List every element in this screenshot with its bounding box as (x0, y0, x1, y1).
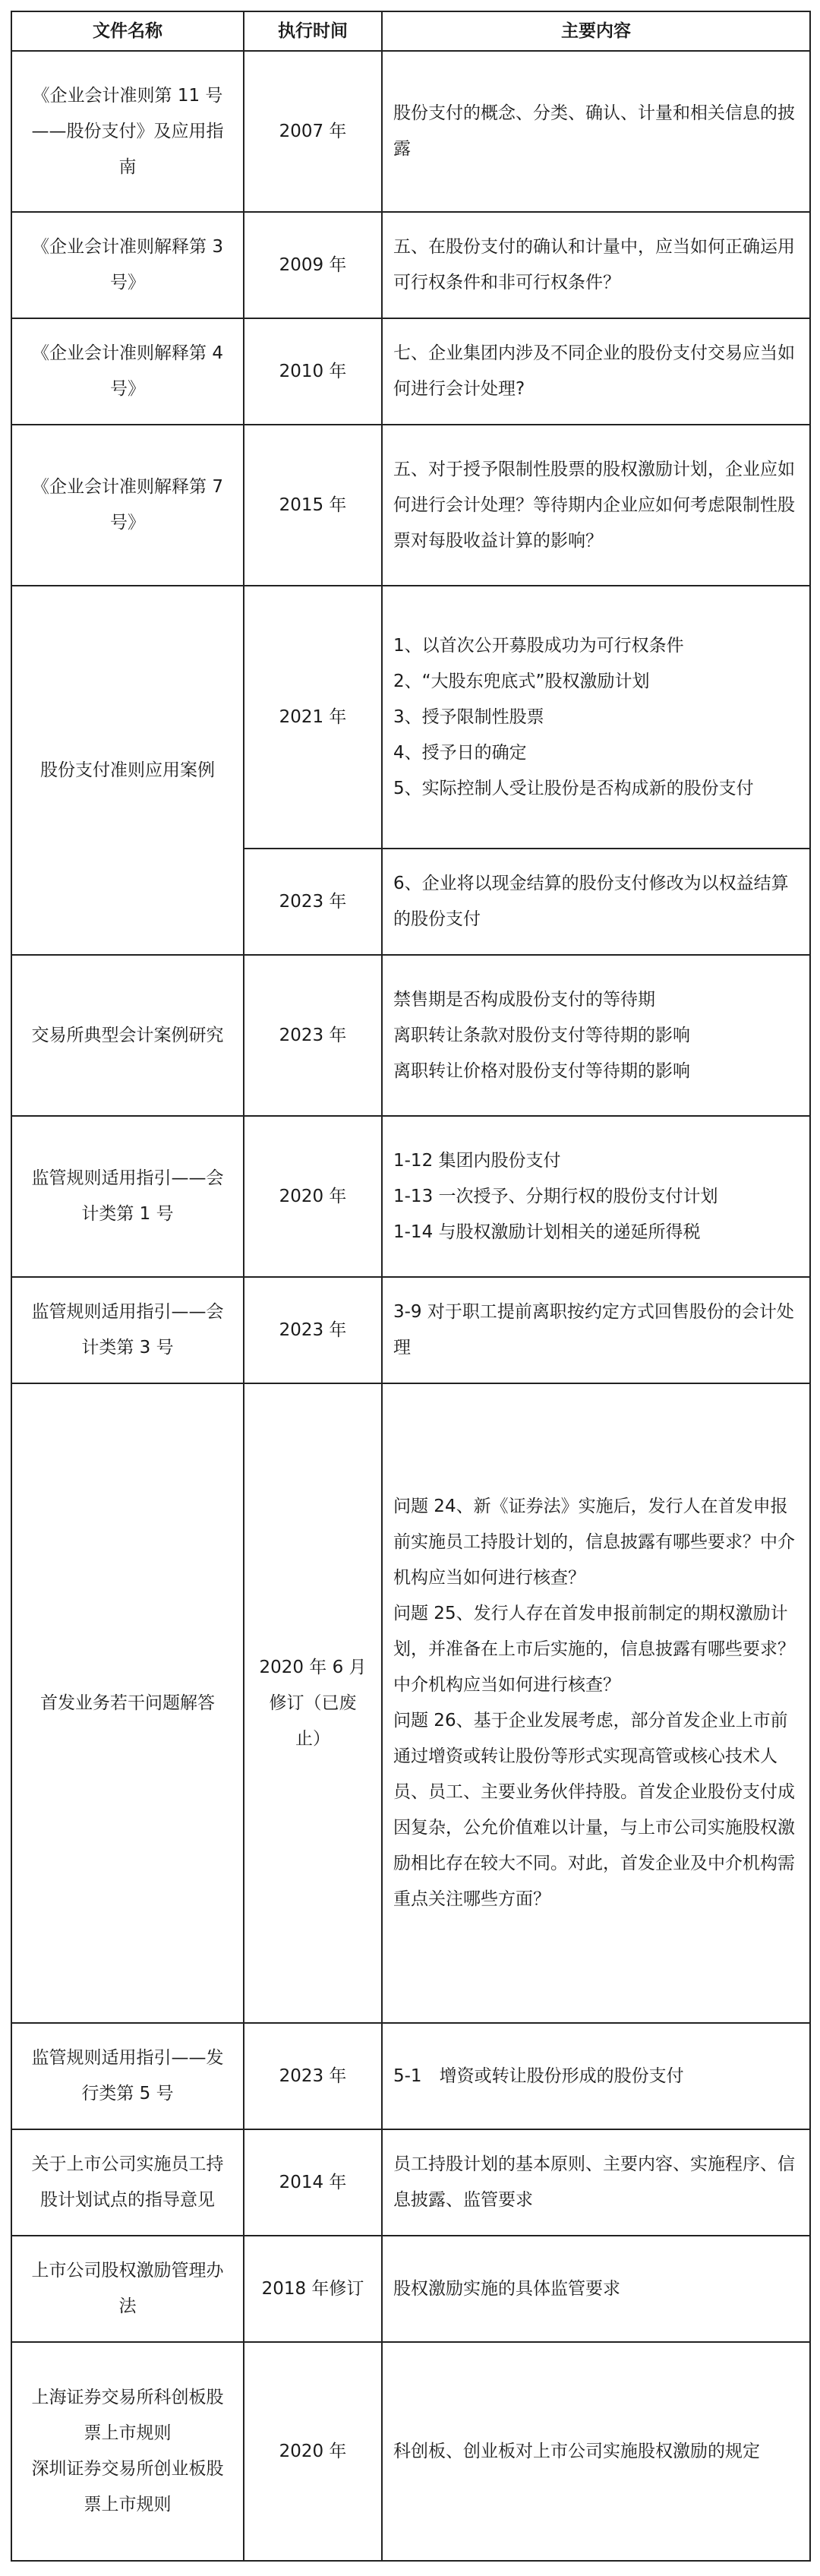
time-cell: 2009 年 (244, 212, 382, 318)
content-cell (382, 2236, 810, 2342)
table-row (11, 318, 810, 425)
file-name-cell: 《企业会计准则解释第 7 号》 (11, 425, 244, 586)
table-row (11, 212, 810, 318)
table-header-row (11, 11, 810, 51)
content-line: 股权激励实施的具体监管要求 (393, 2278, 620, 2299)
file-name-cell: 交易所典型会计案例研究 (11, 955, 244, 1116)
table-row (11, 1383, 810, 2023)
content-line: 科创板、创业板对上市公司实施股权激励的规定 (393, 2441, 760, 2461)
header-main-content: 主要内容 (382, 11, 810, 51)
time-cell: 2023 年 (244, 955, 382, 1116)
regulation-table (11, 11, 811, 2562)
table-row (11, 955, 810, 1116)
content-line: 4、授予日的确定 (393, 742, 527, 763)
content-line: 问题 25、发行人存在首发申报前制定的期权激励计划，并准备在上市后实施的，信息披露有哪些要求？中介机构应当如何进行核查？ (393, 1604, 795, 1695)
content-cell (382, 1116, 810, 1277)
time-cell: 2020 年 (244, 2342, 382, 2561)
content-line: 离职转让条款对股份支付等待期的影响 (393, 1025, 690, 1045)
content-line: 5-1 增资或转让股份形成的股份支付 (393, 2066, 684, 2086)
content-cell (382, 2129, 810, 2236)
header-file-name: 文件名称 (11, 11, 244, 51)
content-cell (382, 586, 810, 849)
content-cell (382, 1277, 810, 1383)
file-name-cell: 上市公司股权激励管理办法 (11, 2236, 244, 2342)
table-row (11, 1277, 810, 1383)
file-name-cell: 股份支付准则应用案例 (11, 586, 244, 955)
time-cell: 2015 年 (244, 425, 382, 586)
file-name-cell: 监管规则适用指引——发行类第 5 号 (11, 2023, 244, 2129)
table-row (11, 51, 810, 212)
header-effective-time: 执行时间 (244, 11, 382, 51)
content-cell (382, 849, 810, 955)
file-name-cell (11, 2342, 244, 2561)
content-line: 五、在股份支付的确认和计量中，应当如何正确运用可行权条件和非可行权条件？ (393, 237, 795, 292)
time-cell: 2023 年 (244, 1277, 382, 1383)
content-line: 3-9 对于职工提前离职按约定方式回售股份的会计处理 (393, 1302, 794, 1358)
table-row (11, 586, 810, 849)
file-name-cell: 《企业会计准则第 11 号——股份支付》及应用指南 (11, 51, 244, 212)
time-cell: 2014 年 (244, 2129, 382, 2236)
content-line: 1-12 集团内股份支付 (393, 1150, 561, 1171)
file-name-cell: 《企业会计准则解释第 4 号》 (11, 318, 244, 425)
time-cell: 2020 年 6 月修订（已废止） (244, 1383, 382, 2023)
content-cell (382, 51, 810, 212)
content-cell (382, 2023, 810, 2129)
table-row (11, 1116, 810, 1277)
file-name-cell: 《企业会计准则解释第 3 号》 (11, 212, 244, 318)
content-line: 5、实际控制人受让股份是否构成新的股份支付 (393, 778, 754, 798)
time-cell: 2023 年 (244, 849, 382, 955)
file-name-line: 深圳证券交易所创业板股票上市规则 (31, 2459, 224, 2514)
content-line: 1、以首次公开募股成功为可行权条件 (393, 635, 684, 656)
file-name-cell: 关于上市公司实施员工持股计划试点的指导意见 (11, 2129, 244, 2236)
content-cell (382, 2342, 810, 2561)
content-line: 离职转让价格对股份支付等待期的影响 (393, 1060, 690, 1081)
file-name-cell: 监管规则适用指引——会计类第 1 号 (11, 1116, 244, 1277)
content-line: 禁售期是否构成股份支付的等待期 (393, 989, 655, 1010)
file-name-cell: 首发业务若干问题解答 (11, 1383, 244, 2023)
content-line: 员工持股计划的基本原则、主要内容、实施程序、信息披露、监管要求 (393, 2154, 795, 2210)
content-line: 3、授予限制性股票 (393, 706, 544, 727)
file-name-line: 上海证券交易所科创板股票上市规则 (31, 2388, 224, 2443)
time-cell: 2021 年 (244, 586, 382, 849)
content-line: 问题 24、新《证券法》实施后，发行人在首发申报前实施员工持股计划的，信息披露有哪些要求？中介机构应当如何进行核查？ (393, 1497, 795, 1588)
time-cell: 2007 年 (244, 51, 382, 212)
content-line: 问题 26、基于企业发展考虑，部分首发企业上市前通过增资或转让股份等形式实现高管或核心技术人员、员工、主要业务伙伴持股。首发企业股份支付成因复杂，公允价值难以计量，与上市公司实施股权激励相比存在较大不同。对此，首发企业及中介机构需重点关注哪些方面？ (393, 1711, 795, 1909)
table-row (11, 2236, 810, 2342)
regulation-table-container (11, 11, 811, 2562)
content-cell (382, 955, 810, 1116)
content-cell (382, 425, 810, 586)
time-cell: 2018 年修订 (244, 2236, 382, 2342)
time-cell: 2010 年 (244, 318, 382, 425)
content-line: 1-13 一次授予、分期行权的股份支付计划 (393, 1186, 718, 1206)
time-cell: 2020 年 (244, 1116, 382, 1277)
content-line: 1-14 与股权激励计划相关的递延所得税 (393, 1222, 701, 1242)
table-row (11, 425, 810, 586)
table-row (11, 2023, 810, 2129)
content-cell (382, 318, 810, 425)
content-cell (382, 1383, 810, 2023)
content-line: 6、企业将以现金结算的股份支付修改为以权益结算的股份支付 (393, 874, 789, 929)
table-row (11, 2129, 810, 2236)
file-name-cell: 监管规则适用指引——会计类第 3 号 (11, 1277, 244, 1383)
content-line: 七、企业集团内涉及不同企业的股份支付交易应当如何进行会计处理? (393, 343, 795, 399)
content-cell (382, 212, 810, 318)
time-cell: 2023 年 (244, 2023, 382, 2129)
content-line: 股份支付的概念、分类、确认、计量和相关信息的披露 (393, 103, 795, 159)
table-row (11, 2342, 810, 2561)
content-line: 五、对于授予限制性股票的股权激励计划，企业应如何进行会计处理？等待期内企业应如何考虑限制性股票对每股收益计算的影响？ (393, 459, 795, 551)
content-line: 2、“大股东兜底式”股权激励计划 (393, 671, 650, 691)
